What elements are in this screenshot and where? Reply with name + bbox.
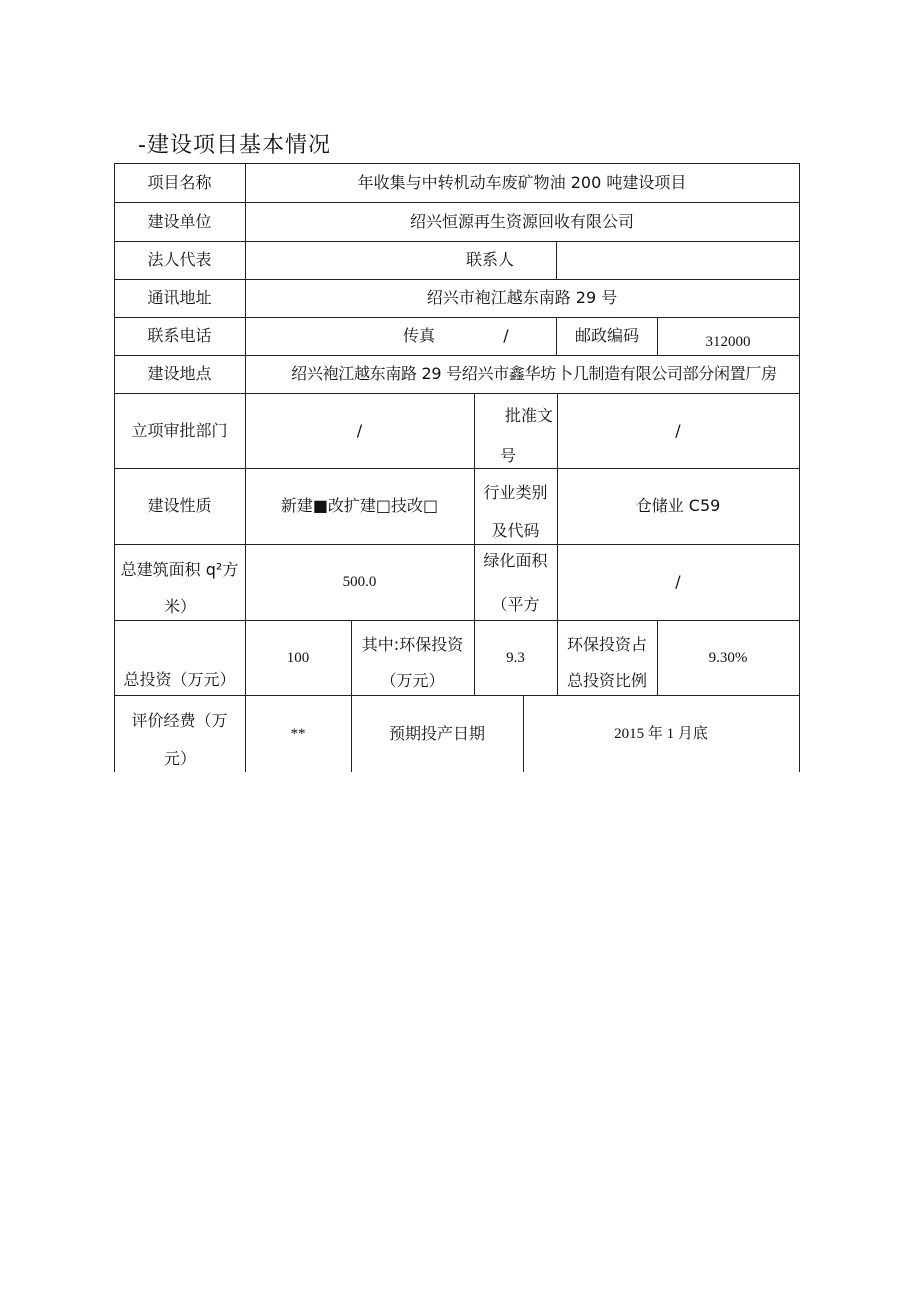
approval-dept-label: 立项审批部门 [131, 420, 228, 440]
env-investment-value: 9.3 [506, 649, 525, 666]
approval-doc-value: / [675, 420, 681, 440]
project-name-label: 项目名称 [147, 172, 212, 192]
approval-doc-label-2: 号 [499, 446, 516, 465]
fax-value: / [503, 326, 509, 345]
phone-label: 联系电话 [147, 326, 212, 345]
floor-area-label-1: 总建筑面积 q²方 [120, 560, 239, 579]
page-title: -建设项目基本情况 [138, 133, 331, 158]
phone-value [245, 317, 385, 355]
builder-label: 建设单位 [147, 211, 212, 231]
contact-label: 联系人 [465, 250, 514, 269]
location-value-a: 绍兴袍江越东南路 29 号绍兴市鑫华坊 [291, 364, 556, 383]
approval-doc-label-1: 批准文 [504, 406, 553, 425]
industry-label-1: 行业类别 [483, 483, 548, 502]
nature-label: 建设性质 [147, 496, 212, 515]
fax-label: 传真 [402, 326, 435, 345]
postcode-value: 312000 [705, 334, 751, 350]
production-date-value: 2015 年 1 月底 [614, 725, 708, 742]
approval-dept-value: / [356, 420, 363, 440]
green-area-value: / [675, 572, 681, 591]
address-label: 通讯地址 [147, 288, 212, 307]
nature-value: 新建■改扩建□技改□ [280, 496, 439, 515]
builder-value: 绍兴恒源再生资源回收有限公司 [409, 211, 634, 231]
postcode-label: 邮政编码 [574, 326, 639, 345]
address-value: 绍兴市袍江越东南路 29 号 [426, 288, 618, 307]
eval-cost-label-1: 评价经费（万 [131, 711, 228, 730]
eval-cost-value: ** [290, 725, 306, 742]
location-label: 建设地点 [147, 364, 212, 383]
green-area-label-2: （平方 [491, 595, 540, 614]
floor-area-value: 500.0 [342, 574, 377, 590]
env-ratio-label-2: 总投资比例 [566, 671, 647, 690]
env-ratio-label-1: 环保投资占 [566, 635, 647, 654]
eval-cost-label-2: 元） [163, 749, 196, 768]
location-value-b: 卜几制造有限公司部分闲置厂房 [557, 364, 777, 383]
legal-rep-label: 法人代表 [147, 250, 212, 269]
investment-value: 100 [286, 649, 310, 666]
industry-value: 仓储业 C59 [635, 496, 721, 515]
contact-value [557, 241, 799, 279]
env-investment-label-1: 其中:环保投资 [361, 635, 464, 654]
floor-area-label-2: 米） [163, 597, 196, 616]
green-area-label-1: 绿化面积 [483, 551, 548, 570]
project-name-value: 年收集与中转机动车废矿物油 200 吨建设项目 [357, 172, 687, 192]
legal-rep-value [245, 241, 425, 279]
env-ratio-value: 9.30% [708, 649, 748, 666]
env-investment-label-2: （万元） [380, 671, 445, 690]
investment-label: 总投资（万元） [123, 670, 236, 689]
industry-label-2: 及代码 [491, 521, 540, 540]
production-date-label: 预期投产日期 [388, 723, 485, 743]
